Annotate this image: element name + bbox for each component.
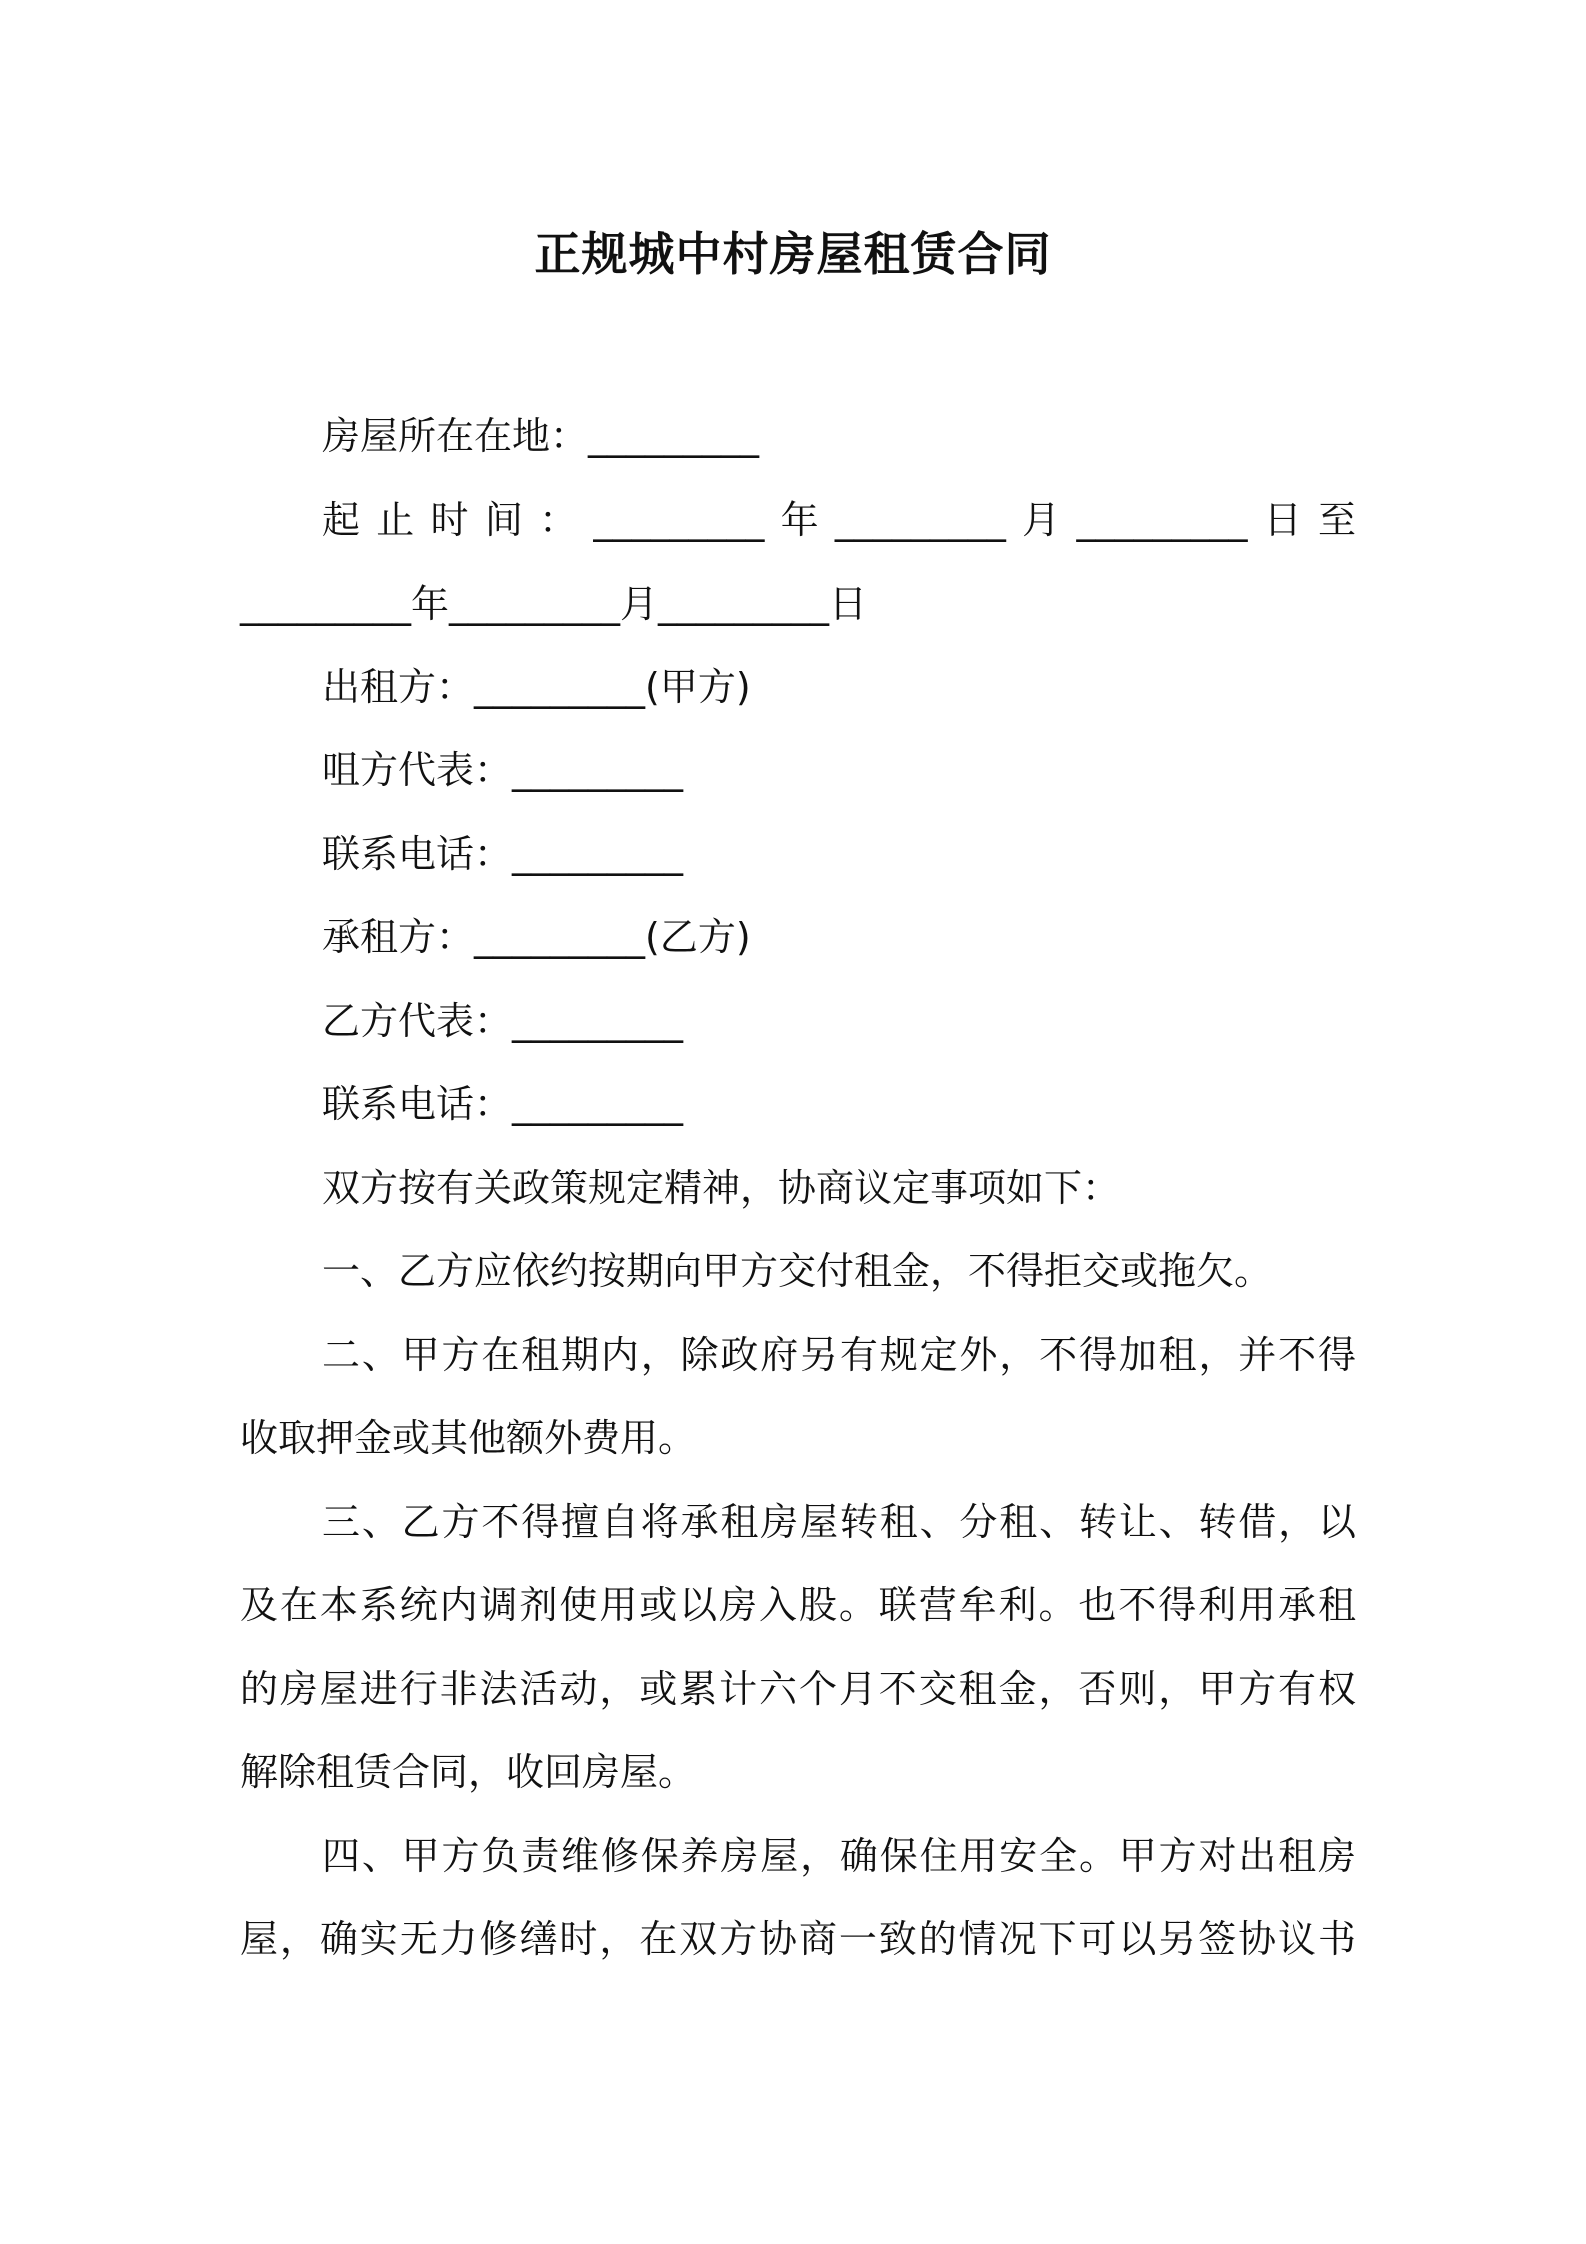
clause-1: 一、乙方应依约按期向甲方交付租金，不得拒交或拖欠。	[322, 1249, 1273, 1293]
field-property-location: 房屋所在在地：_________	[322, 414, 760, 458]
clause-4-line-1: 四、甲方负责维修保养房屋，确保住用安全。甲方对出租房	[322, 1834, 1356, 1878]
document-title: 正规城中村房屋租赁合同	[534, 227, 1052, 281]
field-lessee: 承租方：_________(乙方)	[322, 915, 751, 959]
clause-4-line-2: 屋，确实无力修缮时，在双方协商一致的情况下可以另签协议书	[240, 1917, 1356, 1961]
field-lease-period: 起止时间：_________年_________月_________日至	[322, 498, 1356, 542]
paragraph-intro: 双方按有关政策规定精神，协商议定事项如下：	[322, 1166, 1121, 1210]
field-lessee-representative: 乙方代表：_________	[322, 999, 684, 1043]
field-lessor: 出租方：_________(甲方)	[322, 665, 751, 709]
field-lease-period-end: _________年_________月_________日	[240, 582, 868, 626]
clause-3-line-3: 的房屋进行非法活动，或累计六个月不交租金，否则，甲方有权	[240, 1667, 1356, 1711]
clause-3-line-2: 及在本系统内调剂使用或以房入股。联营牟利。也不得利用承租	[240, 1583, 1356, 1627]
field-lessor-phone: 联系电话：_________	[322, 832, 684, 876]
clause-3-line-4: 解除租赁合同，收回房屋。	[240, 1750, 697, 1794]
field-lessee-phone: 联系电话：_________	[322, 1082, 684, 1126]
field-lessor-representative: 咀方代表：_________	[322, 748, 684, 792]
clause-3-line-1: 三、乙方不得擅自将承租房屋转租、分租、转让、转借，以	[322, 1500, 1356, 1544]
clause-2-line-1: 二、甲方在租期内，除政府另有规定外，不得加租，并不得	[322, 1333, 1356, 1377]
clause-2-line-2: 收取押金或其他额外费用。	[240, 1416, 697, 1460]
